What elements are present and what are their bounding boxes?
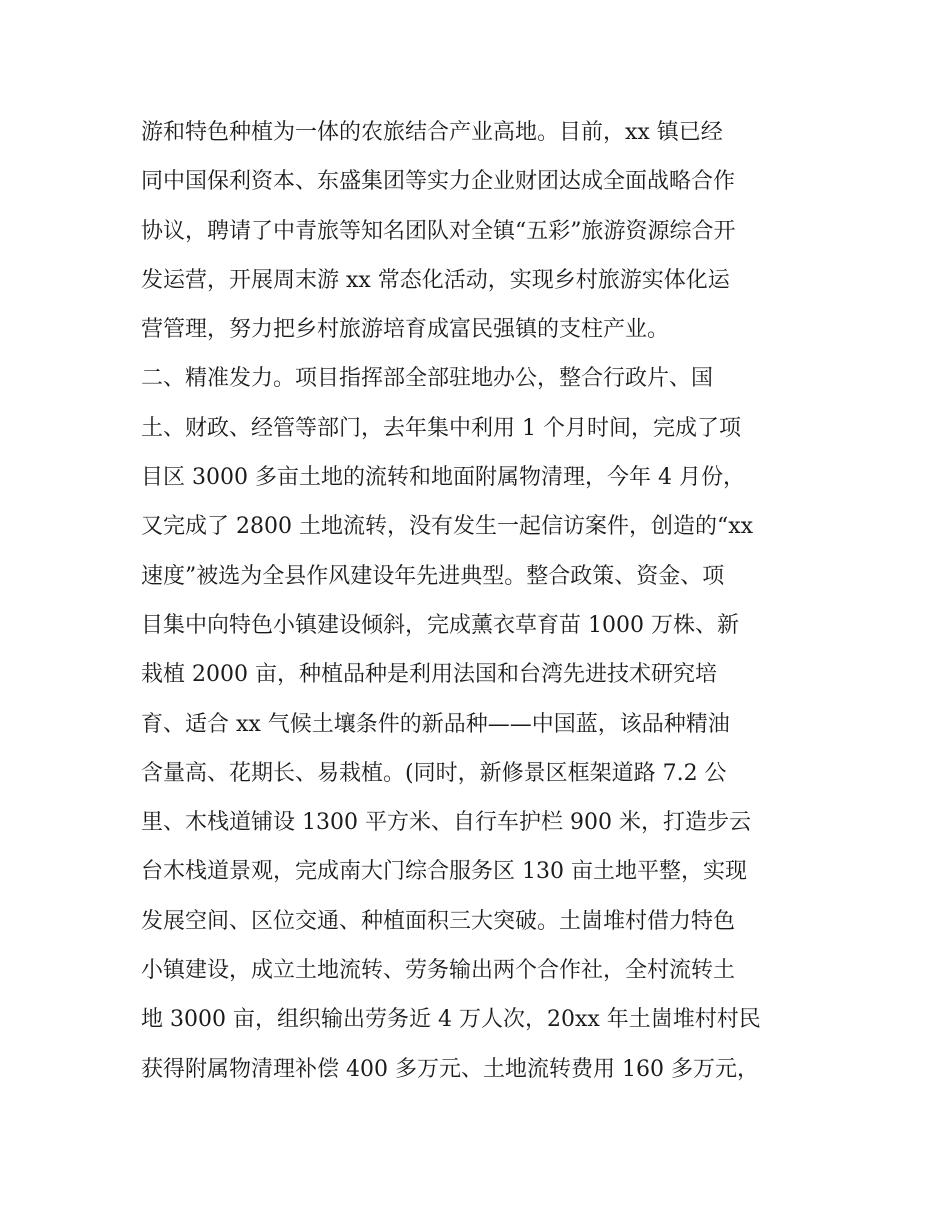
text-line: 发展空间、区位交通、种植面积三大突破。土崮堆村借力特色 <box>141 908 736 934</box>
text-line: 目集中向特色小镇建设倾斜，完成薰衣草育苗 1000 万株、新 <box>141 612 739 638</box>
text-line: 台木栈道景观，完成南大门综合服务区 130 亩土地平整，实现 <box>141 859 747 885</box>
text-line: 里、木栈道铺设 1300 平方米、自行车护栏 900 米，打造步云 <box>141 810 751 836</box>
text-line: 又完成了 2800 土地流转，没有发生一起信访案件，创造的“xx <box>141 514 754 540</box>
text-line: 土、财政、经管等部门，去年集中利用 1 个月时间，完成了项 <box>141 415 741 441</box>
text-line: 同中国保利资本、东盛集团等实力企业财团达成全面战略合作 <box>141 169 736 195</box>
text-line: 小镇建设，成立土地流转、劳务输出两个合作社，全村流转土 <box>141 958 736 984</box>
text-line: 二、精准发力。项目指挥部全部驻地办公，整合行政片、国 <box>141 366 714 392</box>
text-line: 速度”被选为全县作风建设年先进典型。整合政策、资金、项 <box>141 563 725 589</box>
text-line: 地 3000 亩，组织输出劳务近 4 万人次，20xx 年土崮堆村村民 <box>141 1007 761 1033</box>
text-line: 游和特色种植为一体的农旅结合产业高地。目前，xx 镇已经 <box>141 120 723 145</box>
text-line: 发运营，开展周末游 xx 常态化活动，实现乡村旅游实体化运 <box>141 267 730 293</box>
text-line: 协议，聘请了中青旅等知名团队对全镇“五彩”旅游资源综合开 <box>141 218 736 244</box>
text-line: 栽植 2000 亩，种植品种是利用法国和台湾先进技术研究培 <box>141 662 717 688</box>
text-line: 育、适合 xx 气候土壤条件的新品种——中国蓝，该品种精油 <box>141 711 730 737</box>
text-line: 目区 3000 多亩土地的流转和地面附属物清理，今年 4 月份， <box>141 465 745 491</box>
text-line: 营管理，努力把乡村旅游培育成富民强镇的支柱产业。 <box>141 317 670 343</box>
text-line: 含量高、花期长、易栽植。(同时，新修景区框架道路 7.2 公 <box>141 760 727 786</box>
body-text <box>141 108 821 1094</box>
text-line: 获得附属物清理补偿 400 多万元、土地流转费用 160 多万元， <box>141 1056 759 1082</box>
